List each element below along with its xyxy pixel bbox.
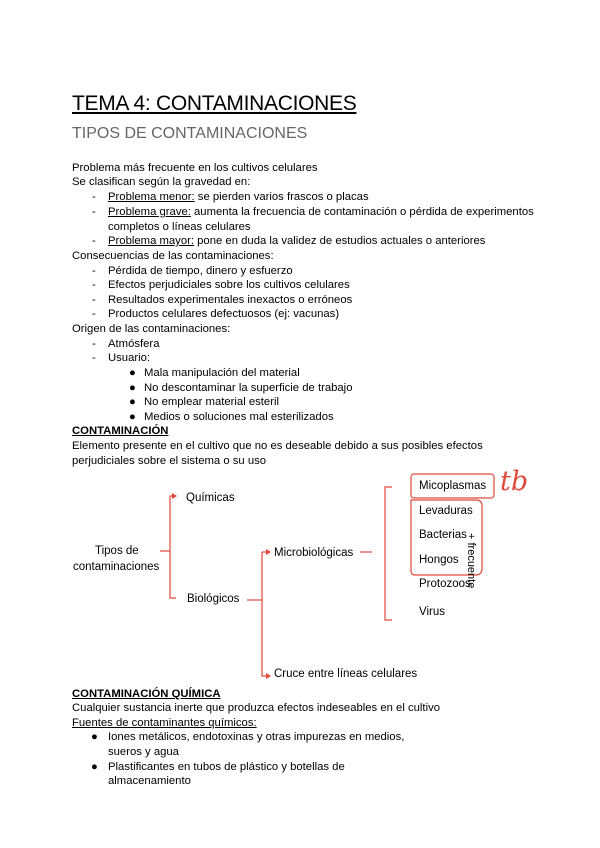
- severity-label: Problema grave:: [108, 206, 191, 218]
- dash-marker: -: [92, 308, 96, 320]
- diagram-root-label-2: contaminaciones: [73, 561, 160, 573]
- handwritten-frecuente-text: + frecuente: [465, 533, 477, 589]
- dash-marker: -: [92, 352, 96, 364]
- quimica-heading: CONTAMINACIÓN QUÍMICA: [72, 688, 221, 700]
- micro-item-bacterias: Bacterias: [419, 529, 467, 541]
- diagram-root-label-1: Tipos de: [95, 545, 139, 557]
- contaminacion-heading: CONTAMINACIÓN: [72, 425, 169, 437]
- bullet-marker: ●: [129, 411, 136, 423]
- arrowhead-icon: [172, 493, 177, 499]
- severity-label: Problema mayor:: [108, 235, 195, 247]
- origin-sub-item: No emplear material esteril: [144, 396, 279, 408]
- diagram-node-microbiologicas: Microbiológicas: [274, 547, 354, 559]
- dash-marker: -: [92, 338, 96, 350]
- intro-line-2: Se clasifican según la gravedad en:: [72, 176, 251, 188]
- origin-item: Atmósfera: [108, 338, 160, 350]
- origin-item: Usuario:: [108, 352, 151, 364]
- micro-item-levaduras: Levaduras: [419, 505, 473, 517]
- handwritten-frecuente: [465, 533, 477, 588]
- origin-sub-item: No descontaminar la superficie de trabajo: [144, 382, 353, 394]
- quimica-sources-label: Fuentes de contaminantes químicos:: [72, 717, 257, 729]
- severity-text: pone en duda la validez de estudios actuales o anteriores: [194, 235, 486, 247]
- bullet-marker: ●: [129, 367, 136, 379]
- contaminacion-definition-1: Elemento presente en el cultivo que no es deseable debido a sus posibles efectos: [72, 440, 483, 452]
- micro-item-virus: Virus: [419, 606, 445, 618]
- dash-marker: -: [92, 294, 96, 306]
- bullet-marker: ●: [129, 396, 136, 408]
- intro-line-1: Problema más frecuente en los cultivos celulares: [72, 162, 318, 174]
- micro-item-protozoos: Protozoos: [419, 578, 471, 590]
- quimica-definition: Cualquier sustancia inerte que produzca efectos indeseables en el cultivo: [72, 702, 441, 714]
- severity-text: se pierden varios frascos o placas: [194, 191, 369, 203]
- origin-sub-item: Mala manipulación del material: [144, 367, 300, 379]
- handwritten-tb: tb: [500, 466, 529, 497]
- origin-sub-item: Medios o soluciones mal esterilizados: [144, 411, 334, 423]
- dash-marker: -: [92, 235, 96, 247]
- quimica-source-item: Plastificantes en tubos de plástico y botellas de: [108, 761, 345, 773]
- dash-marker: -: [92, 279, 96, 291]
- quimica-source-item: Iones metálicos, endotoxinas y otras impurezas en medios,: [108, 731, 405, 743]
- severity-text: aumenta la frecuencia de contaminación o pérdida de experimentos: [190, 206, 534, 218]
- arrowhead-icon: [266, 673, 271, 679]
- micro-item-hongos: Hongos: [419, 554, 459, 566]
- origin-heading: Origen de las contaminaciones:: [72, 323, 231, 335]
- severity-text-continued: completos o líneas celulares: [108, 221, 251, 233]
- page-title: TEMA 4: CONTAMINACIONES: [72, 92, 357, 115]
- diagram-node-quimicas: Químicas: [186, 492, 235, 504]
- severity-label: Problema menor:: [108, 191, 195, 203]
- dash-marker: -: [92, 265, 96, 277]
- consequences-heading: Consecuencias de las contaminaciones:: [72, 250, 274, 262]
- contaminacion-definition-2: perjudiciales sobre el sistema o su uso: [72, 455, 267, 467]
- micro-bracket: [385, 487, 392, 620]
- dash-marker: -: [92, 206, 96, 218]
- consequence-item: Efectos perjudiciales sobre los cultivos celulares: [108, 279, 350, 291]
- consequence-item: Pérdida de tiempo, dinero y esfuerzo: [108, 265, 293, 277]
- root-bracket: [170, 496, 176, 598]
- diagram-node-cruce: Cruce entre líneas celulares: [274, 668, 418, 680]
- quimica-source-item-continued: sueros y agua: [108, 746, 179, 758]
- quimica-source-item-continued: almacenamiento: [108, 775, 191, 787]
- section-subtitle: TIPOS DE CONTAMINACIONES: [72, 125, 308, 142]
- bio-branch-line: [262, 552, 270, 676]
- bullet-marker: ●: [129, 382, 136, 394]
- consequence-item: Resultados experimentales inexactos o erróneos: [108, 294, 353, 306]
- bullet-marker: ●: [91, 761, 98, 773]
- micro-item-micoplasmas: Micoplasmas: [419, 480, 487, 492]
- dash-marker: -: [92, 191, 96, 203]
- diagram-node-biologicos: Biológicos: [187, 593, 240, 605]
- arrowhead-icon: [266, 549, 271, 555]
- bullet-marker: ●: [91, 731, 98, 743]
- consequence-item: Productos celulares defectuosos (ej: vacunas): [108, 308, 340, 320]
